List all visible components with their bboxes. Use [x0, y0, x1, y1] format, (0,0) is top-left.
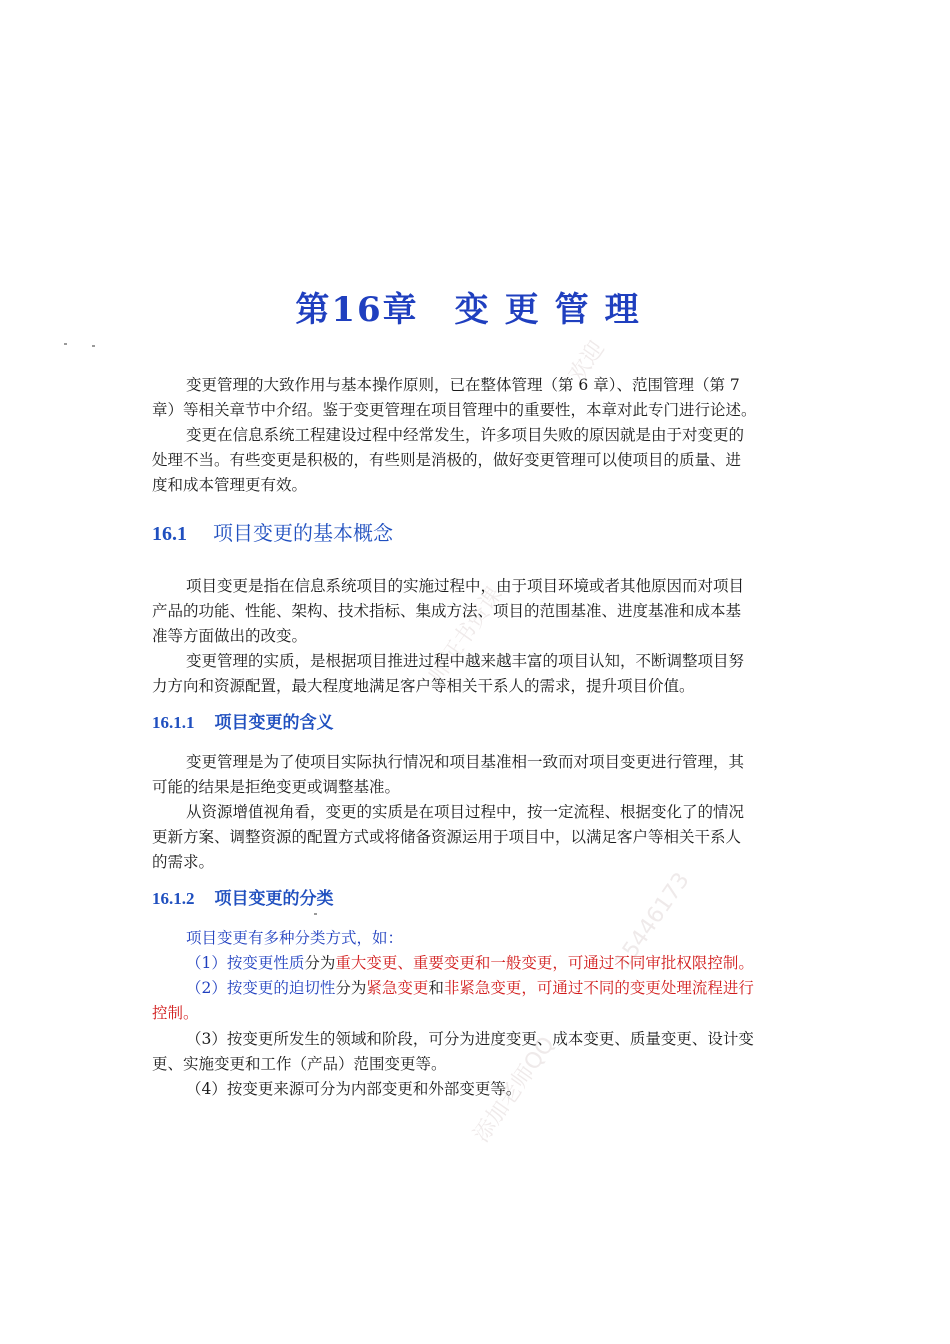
section-number: 16.1.1 — [152, 713, 195, 732]
watermark-text: 欢迎 — [564, 336, 610, 388]
section-number: 16.1 — [152, 523, 187, 545]
scan-speck — [64, 343, 67, 345]
section-heading-16-1 — [152, 517, 393, 546]
section-title: 项目变更的含义 — [214, 713, 334, 733]
classification-item-1: （1）按变更性质分为重大变更、重要变更和一般变更，可通过不同审批权限控制。 — [186, 954, 754, 972]
section-16-1-paragraph-2: 变更管理的实质，是根据项目推进过程中越来越丰富的项目认知，不断调整项目努 力方向和资源配置，最大程度地满足客户等相关干系人的需求，提升项目价值。 — [152, 652, 745, 695]
section-16-1-1-paragraph-2: 从资源增值视角看，变更的实质是在项目过程中，按一定流程、根据变化了的情况 更新方案、调整资源的配置方式或将储备资源运用于项目中，以满足客户等相关干系人 的需求。 — [152, 803, 745, 871]
section-title: 项目变更的分类 — [214, 889, 334, 909]
classification-item-3: （3）按变更所发生的领域和阶段，可分为进度变更、成本变更、质量变更、设计变 更、实施变更和工作（产品）范围变更等。 — [152, 1030, 754, 1073]
section-16-1-paragraph-1: 项目变更是指在信息系统项目的实施过程中，由于项目环境或者其他原因而对项目 产品的功能、性能、架构、技术指标、集成方法、项目的范围基准、进度基准和成本基 准等方面做出的改变。 — [152, 577, 745, 645]
watermark-text: 15446173 — [610, 868, 695, 975]
section-heading-16-1-1 — [152, 708, 334, 733]
chapter-name: 变更管理 — [454, 290, 655, 330]
classification-lead: 项目变更有多种分类方式，如： — [186, 929, 404, 947]
intro-paragraph-2: 变更在信息系统工程建设过程中经常发生，许多项目失败的原因就是由于对变更的 处理不当。有些变更是积极的，有些则是消极的，做好变更管理可以使项目的质量、进 度和成本管理更有效。 — [152, 426, 745, 494]
classification-item-4: （4）按变更来源可分为内部变更和外部变更等。 — [186, 1080, 522, 1098]
watermark-text: 师证书资课 — [424, 582, 508, 688]
chapter-title — [0, 282, 950, 331]
scan-speck — [92, 345, 95, 347]
chapter-number: 第16章 — [295, 290, 419, 330]
intro-paragraph-1: 变更管理的大致作用与基本操作原则，已在整体管理（第 6 章）、范围管理（第 7 章）等相关章节中介绍。鉴于变更管理在项目管理中的重要性，本章对此专门进行论述。 — [152, 376, 757, 419]
section-title: 项目变更的基本概念 — [213, 521, 393, 545]
classification-item-2: （2）按变更的迫切性分为紧急变更和非紧急变更，可通过不同的变更处理流程进行 控制。 — [152, 979, 754, 1022]
scan-speck — [314, 913, 317, 915]
section-16-1-1-paragraph-1: 变更管理是为了使项目实际执行情况和项目基准相一致而对项目变更进行管理，其 可能的结果是拒绝变更或调整基准。 — [152, 753, 745, 796]
section-heading-16-1-2 — [152, 884, 334, 909]
section-number: 16.1.2 — [152, 889, 195, 908]
watermark-text: 添加老师QQ — [469, 1032, 560, 1148]
